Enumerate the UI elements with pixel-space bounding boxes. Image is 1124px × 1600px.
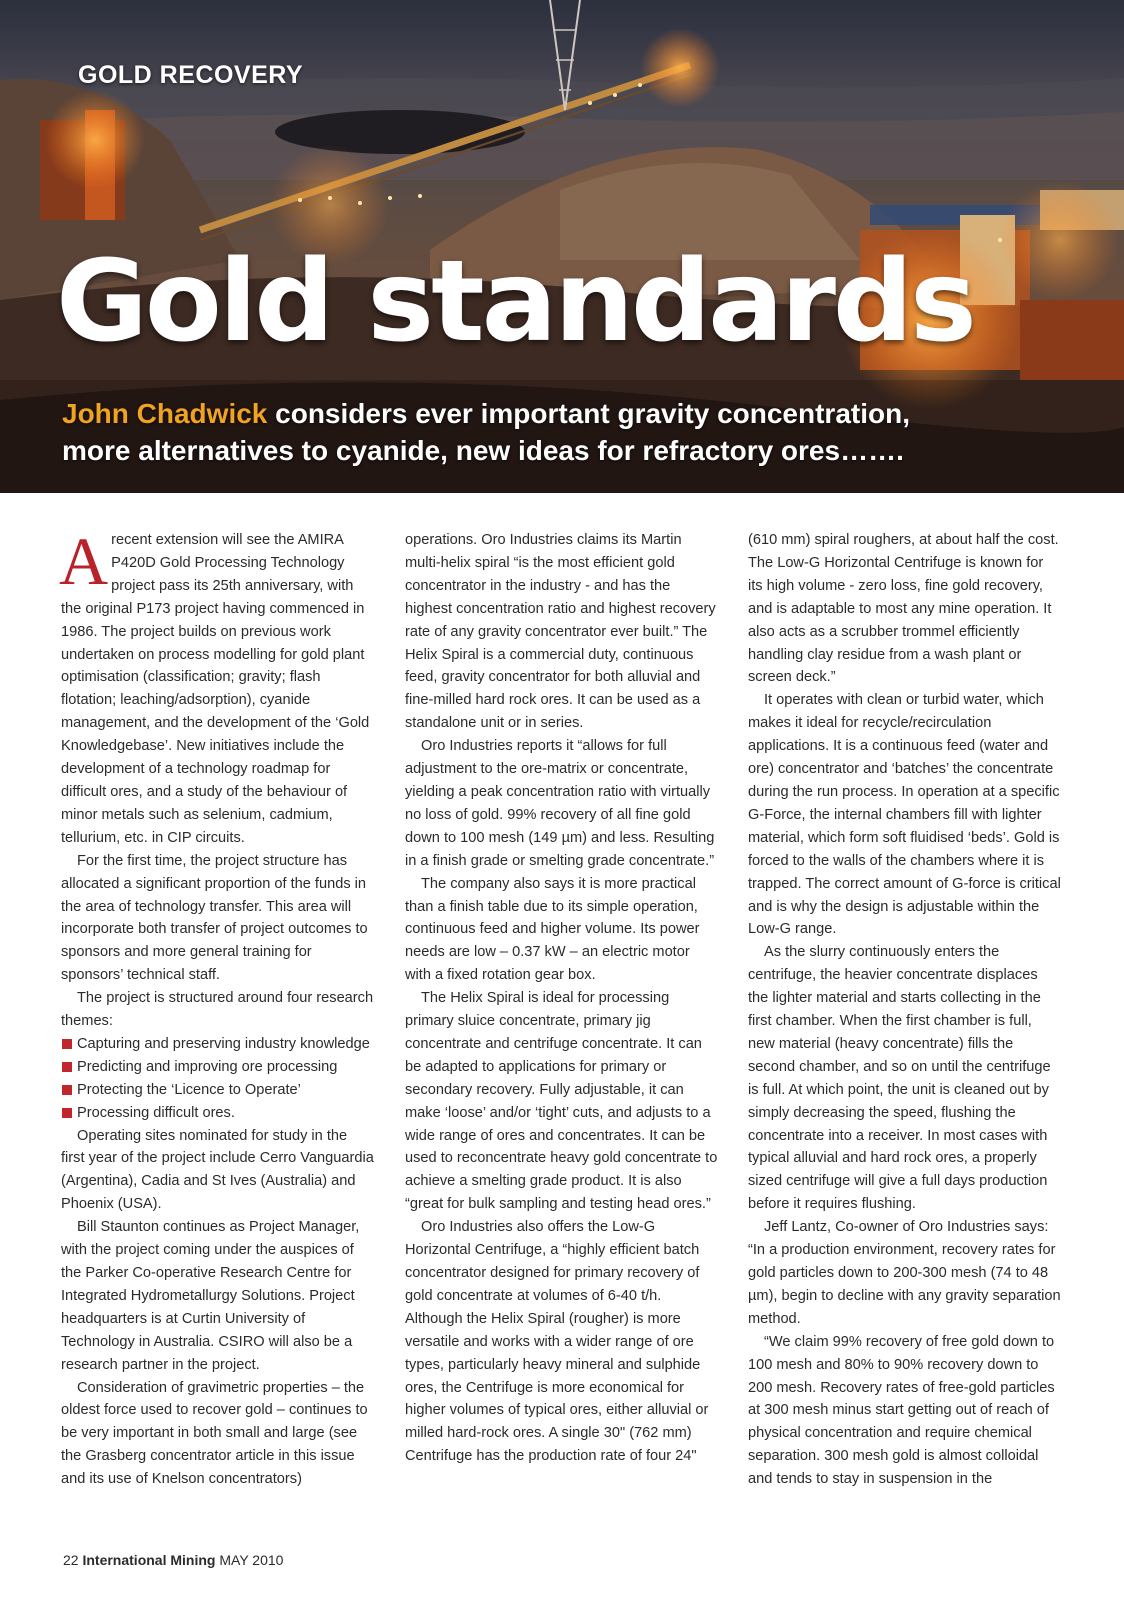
- list-item-text: Protecting the ‘Licence to Operate’: [77, 1081, 301, 1098]
- standfirst: [62, 395, 1062, 469]
- paragraph: Jeff Lantz, Co-owner of Oro Industries says: “In a production environment, recovery rates for gold particles down to 200-300 mesh (74 to 48 µm), begin to decline with any gravity separation method.: [748, 1219, 1061, 1327]
- issue-date: MAY 2010: [219, 1552, 284, 1568]
- paragraph-text: recent extension will see the AMIRA P420D Gold Processing Technology project pass its 25th anniversary, with the original P173 project having commenced in 1986. The project builds on previous work undertaken on process modelling for gold plant optimisation (classification; gravity; flash flotation; leaching/adsorption), cyanide management, and the development of the ‘Gold Knowledgebase’. New initiatives include the development of a technology roadmap for difficult ores, and a study of the behaviour of minor metals such as selenium, cadmium, tellurium, etc. in CIP circuits.: [61, 532, 370, 846]
- bullet-square-icon: [62, 1085, 72, 1095]
- article-column-3: [748, 529, 1061, 1491]
- standfirst-line-2: more alternatives to cyanide, new ideas for refractory ores…….: [62, 435, 904, 466]
- list-item-text: Processing difficult ores.: [77, 1104, 235, 1121]
- paragraph: (610 mm) spiral roughers, at about half the cost. The Low-G Horizontal Centrifuge is known for its high volume - zero loss, fine gold recovery, and is adaptable to most any mine operation. It also acts as a scrubber trommel efficiently handling clay residue from a wash plant or screen deck.”: [748, 532, 1059, 686]
- paragraph: Consideration of gravimetric properties – the oldest force used to recover gold – continues to be very important in both small and large (see the Grasberg concentrator article in this issue and its use of Knelson concentrators): [61, 1379, 368, 1488]
- standfirst-line-1: considers ever important gravity concentration,: [267, 398, 910, 429]
- section-label: GOLD RECOVERY: [78, 61, 304, 89]
- bullet-square-icon: [62, 1039, 72, 1049]
- paragraph: The company also says it is more practical than a finish table due to its simple operation, continuous feed and higher volume. Its power needs are low – 0.37 kW – an electric motor with a fixed rotation gear box.: [405, 875, 700, 984]
- author-name: John Chadwick: [62, 398, 268, 429]
- paragraph: The project is structured around four research themes:: [61, 990, 374, 1030]
- list-item: [61, 1102, 374, 1125]
- list-item-text: Predicting and improving ore processing: [77, 1058, 338, 1075]
- paragraph: Operating sites nominated for study in the first year of the project include Cerro Vanguardia (Argentina), Cadia and St Ives (Australia) and Phoenix (USA).: [61, 1127, 374, 1213]
- paragraph: [59, 523, 374, 850]
- page-footer: [63, 1552, 283, 1568]
- list-item: [61, 1056, 374, 1079]
- list-item: [61, 1079, 374, 1102]
- list-item-text: Capturing and preserving industry knowledge: [77, 1035, 370, 1052]
- paragraph: “We claim 99% recovery of free gold down to 100 mesh and 80% to 90% recovery down to 200 mesh. Recovery rates of free-gold particles at 300 mesh minus start getting out of reach of physical concentration and require chemical separation. 300 mesh gold is almost colloidal and tends to stay in suspension in the: [748, 1333, 1055, 1488]
- paragraph: Bill Staunton continues as Project Manager, with the project coming under the auspices of the Parker Co-operative Research Centre for Integrated Hydrometallurgy Solutions. Project headquarters is at Curtin University of Technology in Australia. CSIRO will also be a research partner in the project.: [61, 1219, 360, 1373]
- article-column-1: [59, 523, 374, 1491]
- hero-photo: [0, 0, 1124, 493]
- list-item: [61, 1033, 374, 1056]
- paragraph: It operates with clean or turbid water, which makes it ideal for recycle/recirculation applications. It is a continuous feed (water and ore) concentrator and ‘batches’ the concentrate during the run process. In operation at a specific G-Force, the internal chambers fill with lighter material, which form soft fluidised ‘beds’. Gold is forced to the walls of the chambers where it is trapped. The correct amount of G-force is critical and is why the design is adjustable within the Low-G range.: [748, 692, 1061, 938]
- bullet-square-icon: [62, 1108, 72, 1118]
- paragraph: Oro Industries reports it “allows for full adjustment to the ore-matrix or concentrate, yielding a peak concentration ratio with virtually no loss of gold. 99% recovery of all fine gold down to 100 mesh (149 µm) and less. Resulting in a finish grade or smelting grade concentrate.”: [405, 738, 715, 869]
- paragraph: Oro Industries also offers the Low-G Horizontal Centrifuge, a “highly efficient batch concentrator designed for primary recovery of gold concentrate at volumes of 6-40 t/h. Although the Helix Spiral (rougher) is more versatile and works with a wider range of ore types, particularly heavy mineral and sulphide ores, the Centrifuge is more economical for higher volumes of typical ores, either alluvial or milled hard-rock ores. A single 30" (762 mm) Centrifuge has the production rate of four 24": [405, 1219, 709, 1465]
- page-number: 22: [63, 1552, 79, 1568]
- bullet-square-icon: [62, 1062, 72, 1072]
- magazine-name: International Mining: [82, 1552, 216, 1568]
- article-column-2: [405, 529, 718, 1468]
- article-headline: Gold standards: [56, 237, 974, 367]
- research-themes-list: [61, 1033, 374, 1125]
- paragraph: The Helix Spiral is ideal for processing primary sluice concentrate, primary jig concentrate and centrifuge concentrate. It can be adapted to applications for primary or secondary recovery. Fully adjustable, it can make ‘loose’ and/or ‘tight’ cuts, and adjusts to a wide range of ores and concentrates. It can be used to reconcentrate heavy gold concentrate to achieve a smelting grade product. It is also “great for bulk sampling and testing head ores.”: [405, 990, 718, 1213]
- paragraph: operations. Oro Industries claims its Martin multi-helix spiral “is the most efficient gold concentrator in the industry - and has the highest concentration ratio and highest recovery rate of any gravity concentrator ever built.” The Helix Spiral is a commercial duty, continuous feed, gravity concentrator for both alluvial and fine-milled hard rock ores. It can be used as a standalone unit or in series.: [405, 532, 716, 732]
- paragraph: As the slurry continuously enters the centrifuge, the heavier concentrate displaces the lighter material and starts collecting in the first chamber. When the first chamber is full, new material (heavy concentrate) fills the second chamber, and so on until the centrifuge is full. At which point, the unit is cleaned out by simply decreasing the speed, flushing the concentrate into a receiver. In most cases with typical alluvial and hard rock ores, a properly sized centrifuge will give a full days production before it requires flushing.: [748, 944, 1051, 1213]
- drop-cap: A: [59, 523, 109, 599]
- paragraph: For the first time, the project structure has allocated a significant proportion of the funds in the area of technology transfer. This area will incorporate both transfer of project outcomes to sponsors and more general training for sponsors’ technical staff.: [61, 852, 368, 984]
